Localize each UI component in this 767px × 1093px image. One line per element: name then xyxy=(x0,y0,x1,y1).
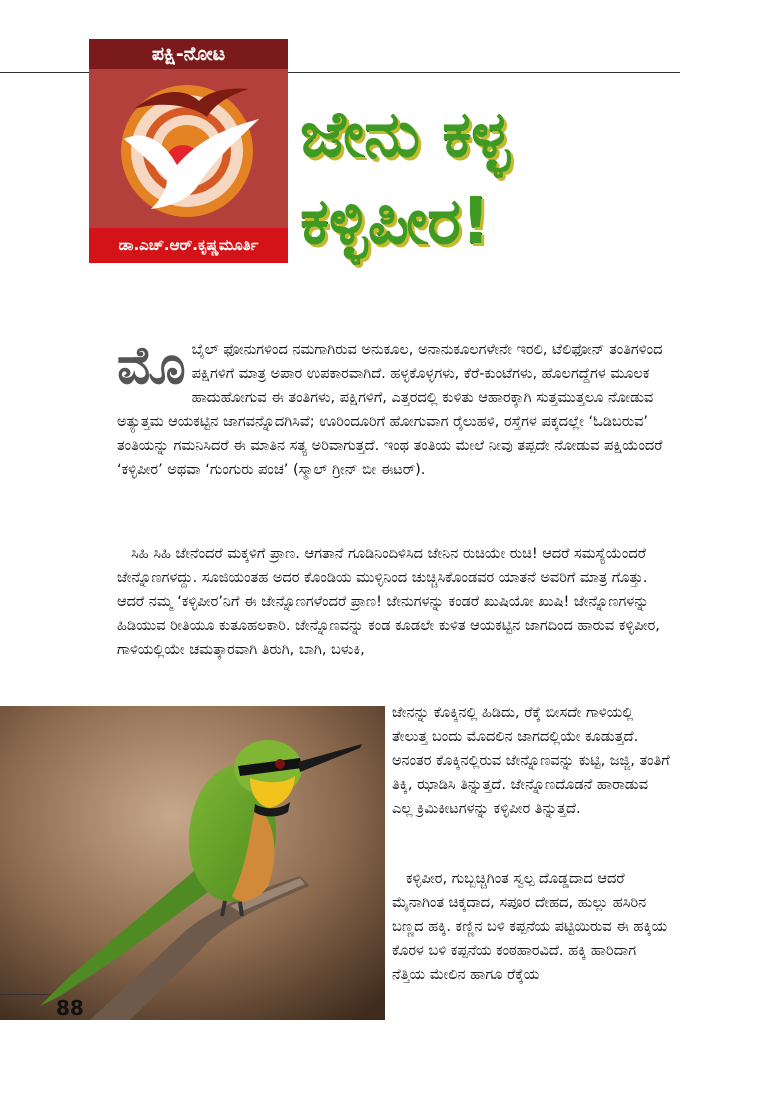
bee-eater-bird-icon xyxy=(0,706,385,1020)
paragraph-text: ಕಳ್ಳಿಪೀರ, ಗುಬ್ಬಚ್ಚಿಗಿಂತ ಸ್ವಲ್ಪ ದೊಡ್ಡದಾದ ಆದರೆ ಮೈನಾಗಿಂತ ಚಿಕ್ಕದಾದ, ಸಪೂರ ದೇಹದ, ಹುಲ್ಲು ಹಸಿರಿನ ಬಣ್ಣದ ಹಕ್ಕಿ. ಕಣ್ಣಿನ ಬಳಿ ಕಪ್ಪನೆಯ ಪಟ್ಟಿಯಿರುವ ಈ ಹಕ್ಕಿಯ ಕೊರಳ ಬಳಿ ಕಪ್ಪನೆಯ ಕಂಠಹಾರವಿದೆ. ಹಕ್ಕಿ ಹಾರಿದಾಗ ನೆತ್ತಿಯ ಮೇಲಿನ ಹಾಗೂ ರೆಕ್ಕೆಯ xyxy=(392,870,668,983)
drop-cap: ಮೊ xyxy=(117,336,186,396)
column-logo xyxy=(89,69,288,228)
headline-line-1: ಜೇನು ಕಳ್ಳ xyxy=(300,98,510,172)
headline-line-2: ಕಳ್ಳಿಪೀರ! xyxy=(300,185,491,259)
article-paragraph-3 xyxy=(392,686,672,835)
paragraph-text: ಜೇನನ್ನು ಕೊಕ್ಕಿನಲ್ಲಿ ಹಿಡಿದು, ರೆಕ್ಕೆ ಬೀಸದೇ ಗಾಳಿಯಲ್ಲಿ ತೇಲುತ್ತ ಬಂದು ಮೊದಲಿನ ಜಾಗದಲ್ಲಿಯೇ ಕೂಡುತ್ತದೆ. ಅನಂತರ ಕೊಕ್ಕಿನಲ್ಲಿರುವ ಜೇನ್ನೊಣವನ್ನು ಕುಟ್ಟಿ, ಜಜ್ಜಿ, ತಂತಿಗೆ ತಿಕ್ಕಿ, ಝಾಡಿಸಿ ತಿನ್ನುತ್ತದೆ. ಜೇನ್ನೊಣದೊಡನೆ ಹಾರಾಡುವ ಎಲ್ಲ ಕ್ರಿಮಿಕೀಟಗಳನ್ನು ಕಳ್ಳಿಪೀರ ತಿನ್ನುತ್ತದೆ. xyxy=(392,704,670,817)
article-paragraph-1 xyxy=(117,338,665,482)
author-byline: ಡಾ.ಎಚ್.ಆರ್.ಕೃಷ್ಣಮೂರ್ತಿ xyxy=(89,228,288,263)
section-tag: ಪಕ್ಷಿ-ನೋಟ xyxy=(89,39,288,69)
folio-rule xyxy=(0,994,50,995)
article-paragraph-2 xyxy=(117,542,665,662)
bee-eater-photo xyxy=(0,706,385,1020)
paragraph-text: ಬೈಲ್ ಫೋನುಗಳಿಂದ ನಮಗಾಗಿರುವ ಅನುಕೂಲ, ಅನಾನುಕೂಲಗಳೇನೇ ಇರಲಿ, ಟೆಲಿಫೋನ್ ತಂತಿಗಳಿಂದ ಪಕ್ಷಿಗಳಿಗೆ ಮಾತ್ರ ಅಪಾರ ಉಪಕಾರವಾಗಿದೆ. ಹಳ್ಳಕೊಳ್ಳಗಳು, ಕೆರೆ-ಕುಂಟೆಗಳು, ಹೊಲಗದ್ದೆಗಳ ಮೂಲಕ ಹಾದುಹೋಗುವ ಈ ತಂತಿಗಳು, ಪಕ್ಷಿಗಳಿಗೆ, ಎತ್ತರದಲ್ಲಿ ಕುಳಿತು ಆಹಾರಕ್ಕಾಗಿ ಸುತ್ತಮುತ್ತಲೂ ನೋಡುವ ಅತ್ಯುತ್ತಮ ಆಯಕಟ್ಟಿನ ಜಾಗವನ್ನೊದಗಿಸಿವೆ; ಊರಿಂದೂರಿಗೆ ಹೋಗುವಾಗ ರೈಲುಹಳಿ, ರಸ್ತೆಗಳ ಪಕ್ಕದಲ್ಲೇ ‘ಓಡಿಬರುವ’ ತಂತಿಯನ್ನು ಗಮನಿಸಿದರೆ ಈ ಮಾತಿನ ಸತ್ಯ ಅರಿವಾಗುತ್ತದೆ. ಇಂಥ ತಂತಿಯ ಮೇಲೆ ನೀವು ತಪ್ಪದೇ ನೋಡುವ ಪಕ್ಷಿಯೆಂದರೆ ‘ಕಳ್ಳಿಪೀರ’ ಅಥವಾ ‘ಗುಂಗುರು ಪಂಚ’ (ಸ್ಮಾಲ್ ಗ್ರೀನ್ ಬೀ ಈಟರ್). xyxy=(117,342,663,478)
paragraph-text: ಸಿಹಿ ಸಿಹಿ ಜೇನೆಂದರೆ ಮಕ್ಕಳಿಗೆ ಪ್ರಾಣ. ಆಗತಾನೆ ಗೂಡಿನಿಂದಿಳಿಸಿದ ಜೇನಿನ ರುಚಿಯೇ ರುಚಿ! ಆದರೆ ಸಮಸ್ಯೆಯೆಂದರೆ ಜೇನ್ನೊಣಗಳದ್ದು. ಸೂಜಿಯಂತಹ ಅದರ ಕೊಂಡಿಯ ಮುಳ್ಳಿನಿಂದ ಚುಚ್ಚಿಸಿಕೊಂಡವರ ಯಾತನೆ ಅವರಿಗೆ ಮಾತ್ರ ಗೊತ್ತು. ಆದರೆ ನಮ್ಮ ‘ಕಳ್ಳಿಪೀರ’ನಿಗೆ ಈ ಜೇನ್ನೊಣಗಳೆಂದರೆ ಪ್ರಾಣ! ಜೇನುಗಳನ್ನು ಕಂಡರೆ ಖುಷಿಯೋ ಖುಷಿ! ಜೇನ್ನೊಣಗಳನ್ನು ಹಿಡಿಯುವ ರೀತಿಯೂ ಕುತೂಹಲಕಾರಿ. ಜೇನ್ನೊಣವನ್ನು ಕಂಡ ಕೂಡಲೇ ಕುಳಿತ ಆಯಕಟ್ಟಿನ ಜಾಗದಿಂದ ಹಾರುವ ಕಳ್ಳಿಪೀರ, ಗಾಳಿಯಲ್ಲಿಯೇ ಚಮತ್ಕಾರವಾಗಿ ತಿರುಗಿ, ಬಾಗಿ, ಬಳುಕಿ, xyxy=(117,546,660,658)
bird-logo-icon xyxy=(89,69,288,228)
article-paragraph-4 xyxy=(392,852,672,1001)
page-number: 88 xyxy=(56,996,84,1020)
headline xyxy=(300,92,680,266)
